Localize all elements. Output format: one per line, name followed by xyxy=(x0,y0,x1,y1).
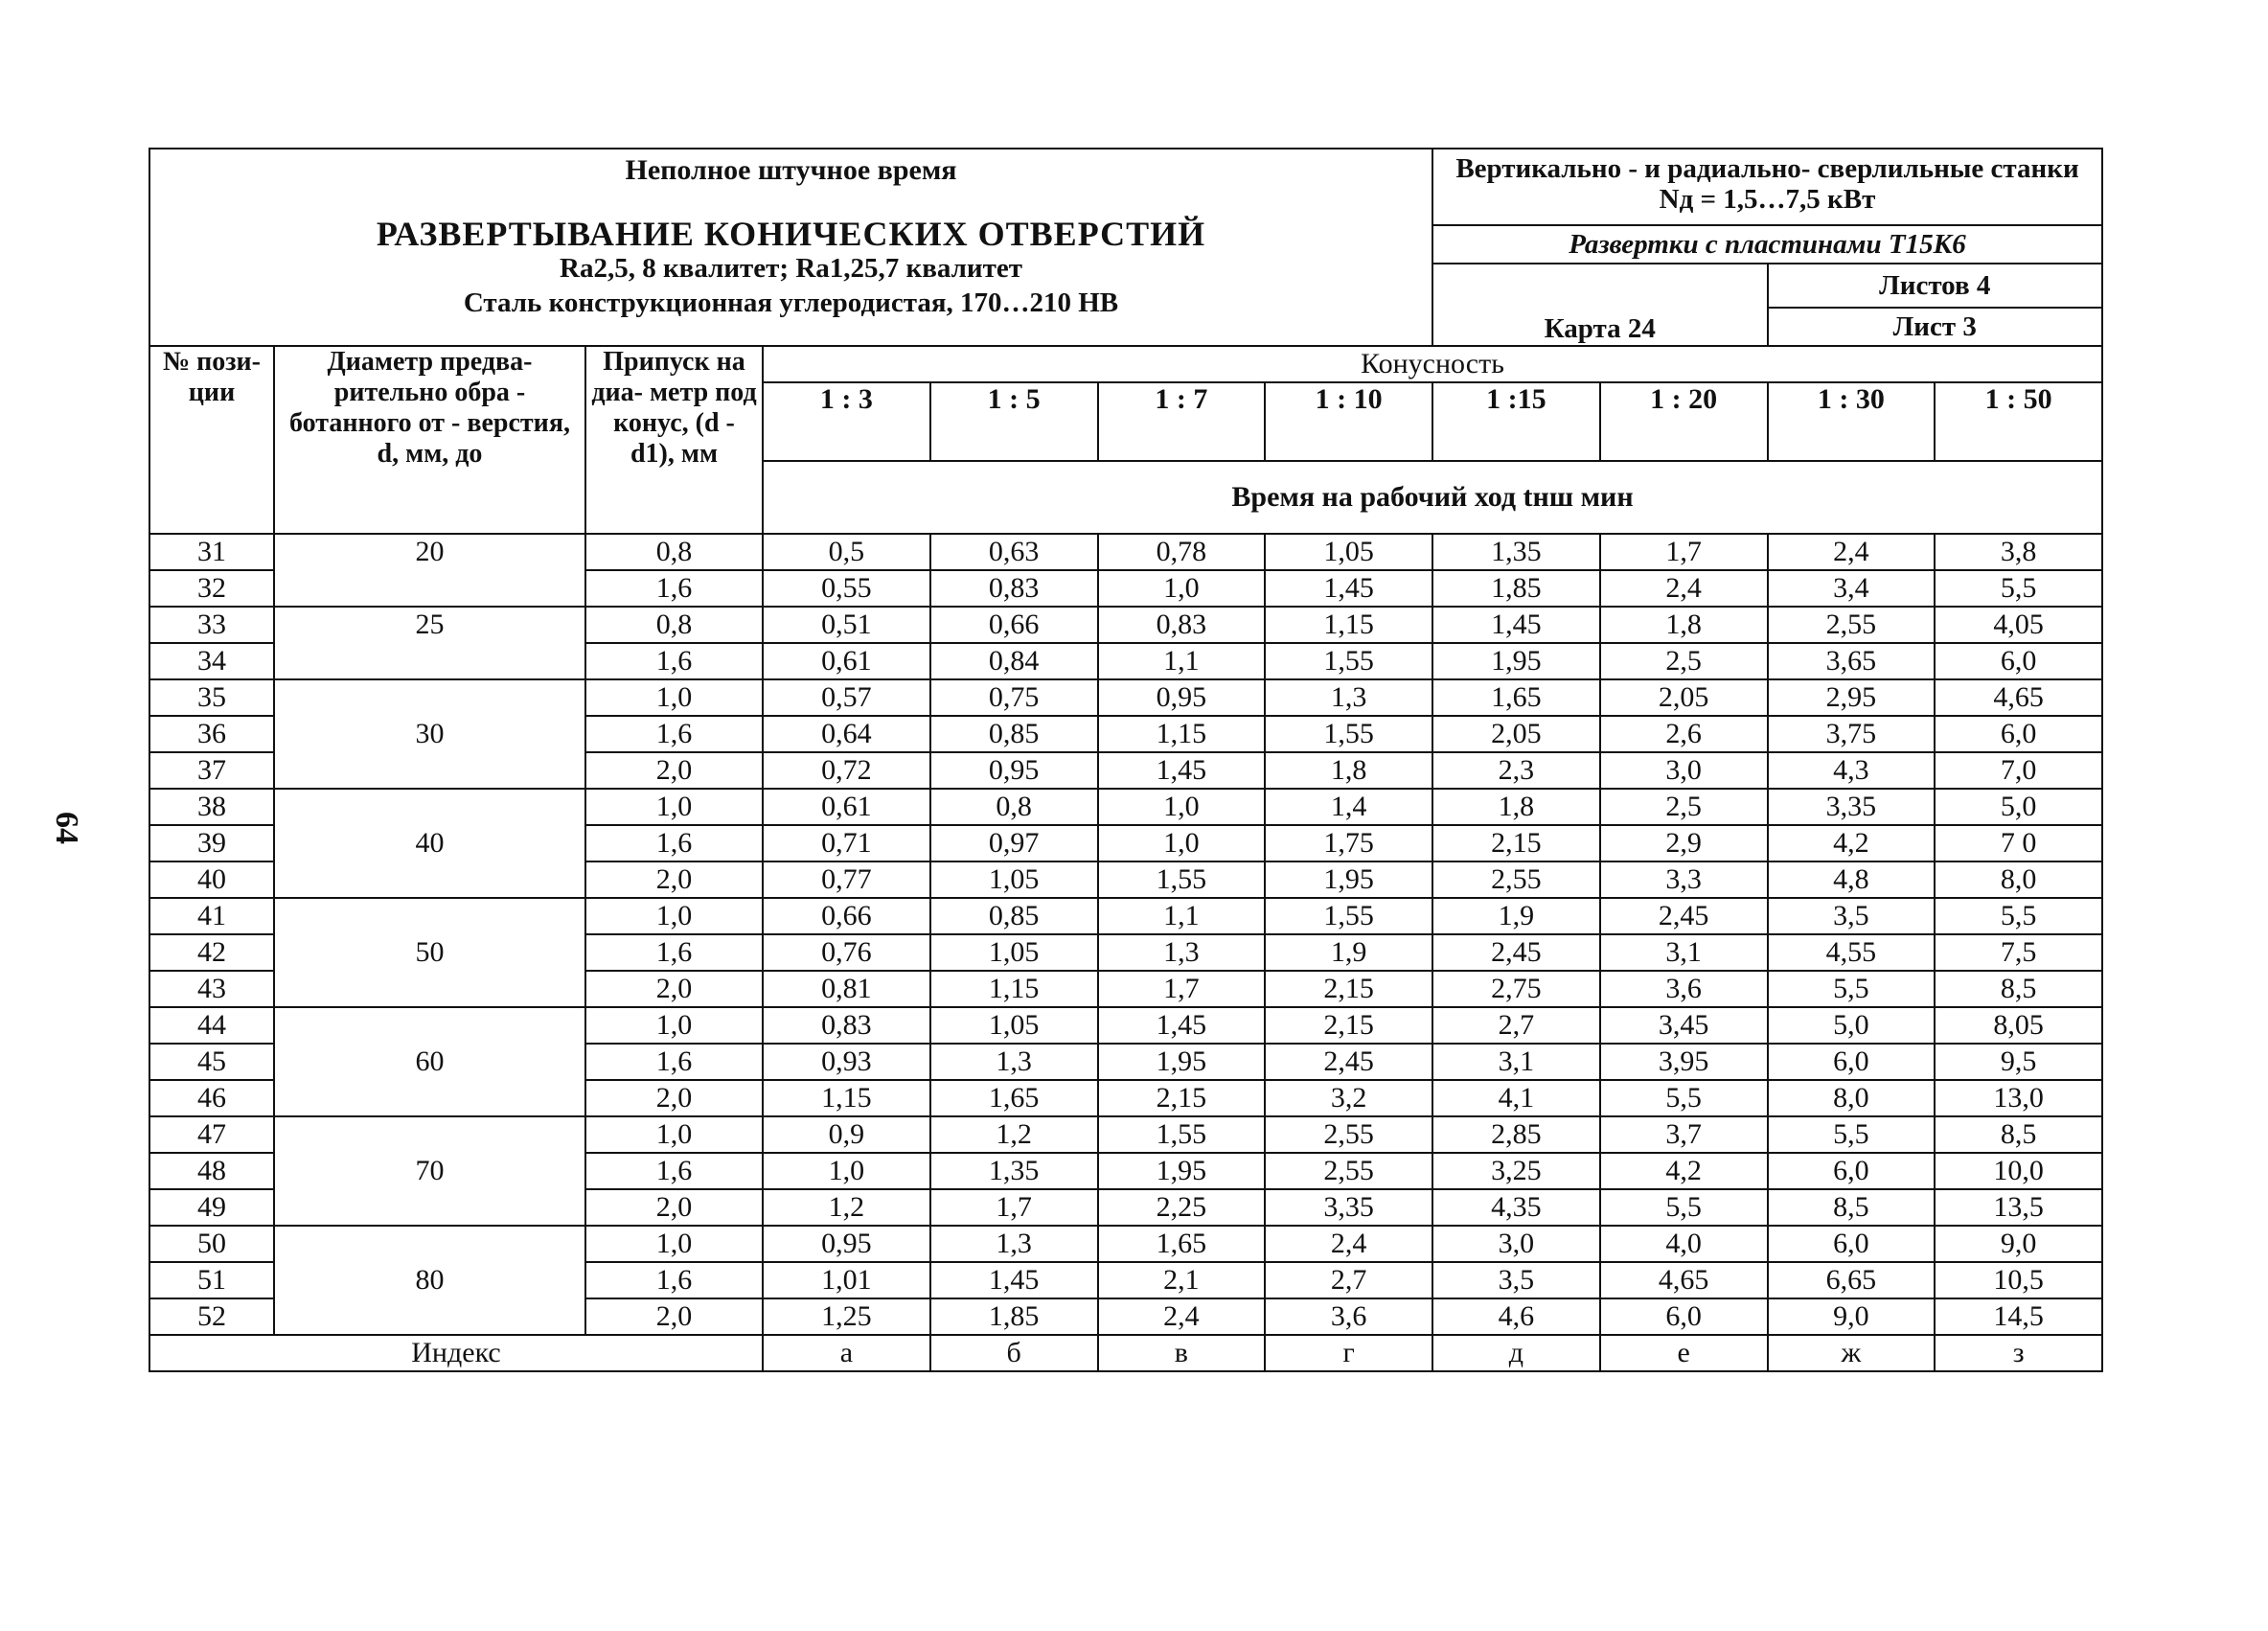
time-cell: 1,65 xyxy=(1432,679,1600,716)
time-cell: 1,3 xyxy=(1265,679,1432,716)
time-cell: 8,0 xyxy=(1768,1080,1936,1116)
time-cell: 0,93 xyxy=(763,1044,930,1080)
time-cell: 2,55 xyxy=(1265,1153,1432,1189)
diameter-cell: 80 xyxy=(274,1226,585,1335)
time-cell: 6,0 xyxy=(1935,643,2102,679)
col-position: № пози-ции xyxy=(149,346,274,534)
time-cell: 3,95 xyxy=(1600,1044,1768,1080)
time-cell: 1,3 xyxy=(930,1226,1098,1262)
time-cell: 2,15 xyxy=(1265,971,1432,1007)
time-cell: 0,97 xyxy=(930,825,1098,861)
time-cell: 3,25 xyxy=(1432,1153,1600,1189)
time-cell: 3,1 xyxy=(1600,934,1768,971)
diameter-cell: 60 xyxy=(274,1007,585,1116)
time-cell: 6,0 xyxy=(1768,1226,1936,1262)
time-cell: 14,5 xyxy=(1935,1298,2102,1335)
index-letter: в xyxy=(1098,1335,1266,1371)
time-cell: 5,5 xyxy=(1600,1080,1768,1116)
time-cell: 4,55 xyxy=(1768,934,1936,971)
time-cell: 2,55 xyxy=(1432,861,1600,898)
time-cell: 1,65 xyxy=(930,1080,1098,1116)
position-cell: 48 xyxy=(149,1153,274,1189)
time-cell: 0,51 xyxy=(763,607,930,643)
time-cell: 1,15 xyxy=(1265,607,1432,643)
time-cell: 5,5 xyxy=(1768,971,1936,1007)
card-main-title: РАЗВЕРТЫВАНИЕ КОНИЧЕСКИХ ОТВЕРСТИЙ xyxy=(376,215,1206,253)
time-cell: 4,0 xyxy=(1600,1226,1768,1262)
time-cell: 2,4 xyxy=(1768,534,1936,570)
time-cell: 2,85 xyxy=(1432,1116,1600,1153)
time-cell: 4,05 xyxy=(1935,607,2102,643)
time-cell: 8,0 xyxy=(1935,861,2102,898)
allowance-cell: 1,0 xyxy=(585,1116,763,1153)
time-cell: 1,7 xyxy=(1600,534,1768,570)
time-cell: 2,75 xyxy=(1432,971,1600,1007)
time-cell: 13,0 xyxy=(1935,1080,2102,1116)
allowance-cell: 1,6 xyxy=(585,570,763,607)
allowance-cell: 1,6 xyxy=(585,934,763,971)
ratio-header: 1 : 50 xyxy=(1935,382,2102,461)
time-cell: 1,45 xyxy=(1432,607,1600,643)
diameter-cell: 70 xyxy=(274,1116,585,1226)
time-cell: 1,9 xyxy=(1432,898,1600,934)
ratio-header: 1 : 20 xyxy=(1600,382,1768,461)
title-line-1: Неполное штучное время xyxy=(625,154,957,186)
time-cell: 2,4 xyxy=(1265,1226,1432,1262)
time-cell: 3,8 xyxy=(1935,534,2102,570)
time-cell: 6,0 xyxy=(1768,1044,1936,1080)
time-cell: 2,15 xyxy=(1432,825,1600,861)
time-cell: 13,5 xyxy=(1935,1189,2102,1226)
time-cell: 5,0 xyxy=(1935,789,2102,825)
time-cell: 2,9 xyxy=(1600,825,1768,861)
position-cell: 49 xyxy=(149,1189,274,1226)
time-cell: 0,85 xyxy=(930,716,1098,752)
time-cell: 3,3 xyxy=(1600,861,1768,898)
time-cell: 9,0 xyxy=(1935,1226,2102,1262)
time-cell: 0,5 xyxy=(763,534,930,570)
time-cell: 1,95 xyxy=(1265,861,1432,898)
table-row xyxy=(149,789,2102,825)
index-letter: е xyxy=(1600,1335,1768,1371)
position-cell: 47 xyxy=(149,1116,274,1153)
position-cell: 52 xyxy=(149,1298,274,1335)
time-cell: 0,83 xyxy=(763,1007,930,1044)
time-cell: 6,65 xyxy=(1768,1262,1936,1298)
machine-power: Nд = 1,5…7,5 кВт xyxy=(1659,184,1876,215)
time-cell: 1,55 xyxy=(1098,1116,1266,1153)
reaming-time-table xyxy=(149,148,2103,1372)
index-letter: г xyxy=(1265,1335,1432,1371)
allowance-cell: 1,6 xyxy=(585,643,763,679)
time-cell: 8,05 xyxy=(1935,1007,2102,1044)
time-cell: 1,01 xyxy=(763,1262,930,1298)
time-cell: 2,05 xyxy=(1600,679,1768,716)
allowance-cell: 2,0 xyxy=(585,1189,763,1226)
time-cell: 6,0 xyxy=(1600,1298,1768,1335)
machine-type xyxy=(1432,149,2102,225)
time-cell: 0,8 xyxy=(930,789,1098,825)
time-cell: 7 0 xyxy=(1935,825,2102,861)
time-cell: 1,25 xyxy=(763,1298,930,1335)
time-cell: 2,5 xyxy=(1600,643,1768,679)
time-cell: 0,95 xyxy=(1098,679,1266,716)
position-cell: 38 xyxy=(149,789,274,825)
time-cell: 2,7 xyxy=(1432,1007,1600,1044)
time-cell: 0,85 xyxy=(930,898,1098,934)
time-cell: 5,5 xyxy=(1600,1189,1768,1226)
time-cell: 1,1 xyxy=(1098,898,1266,934)
time-cell: 1,4 xyxy=(1265,789,1432,825)
title-material: Сталь конструкционная углеродистая, 170…210 НВ xyxy=(463,287,1119,318)
position-cell: 33 xyxy=(149,607,274,643)
table-row xyxy=(149,679,2102,716)
time-cell: 1,1 xyxy=(1098,643,1266,679)
time-cell: 3,5 xyxy=(1768,898,1936,934)
allowance-cell: 1,6 xyxy=(585,825,763,861)
table-row xyxy=(149,534,2102,570)
time-cell: 3,4 xyxy=(1768,570,1936,607)
position-cell: 31 xyxy=(149,534,274,570)
sheets-total: Листов 4 xyxy=(1768,264,2103,308)
time-cell: 0,76 xyxy=(763,934,930,971)
time-cell: 3,45 xyxy=(1600,1007,1768,1044)
time-cell: 10,0 xyxy=(1935,1153,2102,1189)
time-cell: 4,65 xyxy=(1600,1262,1768,1298)
time-cell: 1,0 xyxy=(1098,789,1266,825)
diameter-cell: 25 xyxy=(274,607,585,679)
time-cell: 1,45 xyxy=(1098,752,1266,789)
time-cell: 0,72 xyxy=(763,752,930,789)
time-cell: 1,15 xyxy=(930,971,1098,1007)
time-cell: 3,0 xyxy=(1432,1226,1600,1262)
time-cell: 1,2 xyxy=(930,1116,1098,1153)
time-cell: 2,5 xyxy=(1600,789,1768,825)
index-letter: д xyxy=(1432,1335,1600,1371)
time-cell: 1,15 xyxy=(763,1080,930,1116)
allowance-cell: 1,0 xyxy=(585,898,763,934)
time-cell: 1,7 xyxy=(1098,971,1266,1007)
time-cell: 1,8 xyxy=(1265,752,1432,789)
time-cell: 1,95 xyxy=(1098,1044,1266,1080)
col-time-caption: Время на рабочий ход tнш мин xyxy=(763,461,2102,534)
diameter-cell: 30 xyxy=(274,679,585,789)
position-cell: 46 xyxy=(149,1080,274,1116)
ratio-header: 1 : 3 xyxy=(763,382,930,461)
time-cell: 1,35 xyxy=(1432,534,1600,570)
time-cell: 3,65 xyxy=(1768,643,1936,679)
time-cell: 0,83 xyxy=(1098,607,1266,643)
allowance-cell: 1,0 xyxy=(585,1007,763,1044)
time-cell: 4,35 xyxy=(1432,1189,1600,1226)
time-cell: 3,75 xyxy=(1768,716,1936,752)
time-cell: 1,55 xyxy=(1265,643,1432,679)
time-cell: 3,0 xyxy=(1600,752,1768,789)
time-cell: 2,05 xyxy=(1432,716,1600,752)
time-cell: 8,5 xyxy=(1768,1189,1936,1226)
time-cell: 1,2 xyxy=(763,1189,930,1226)
time-cell: 2,55 xyxy=(1265,1116,1432,1153)
time-cell: 0,71 xyxy=(763,825,930,861)
time-cell: 1,45 xyxy=(1098,1007,1266,1044)
time-cell: 0,55 xyxy=(763,570,930,607)
card-title-block xyxy=(149,149,1432,346)
page-number: 64 xyxy=(49,812,84,844)
time-cell: 3,35 xyxy=(1768,789,1936,825)
time-cell: 0,66 xyxy=(930,607,1098,643)
time-cell: 2,95 xyxy=(1768,679,1936,716)
time-cell: 8,5 xyxy=(1935,1116,2102,1153)
table-row xyxy=(149,1007,2102,1044)
time-cell: 1,05 xyxy=(1265,534,1432,570)
time-cell: 0,64 xyxy=(763,716,930,752)
time-cell: 2,45 xyxy=(1432,934,1600,971)
time-cell: 0,57 xyxy=(763,679,930,716)
time-cell: 3,7 xyxy=(1600,1116,1768,1153)
diameter-cell: 20 xyxy=(274,534,585,607)
time-cell: 3,2 xyxy=(1265,1080,1432,1116)
time-cell: 0,77 xyxy=(763,861,930,898)
time-cell: 1,05 xyxy=(930,1007,1098,1044)
time-cell: 1,3 xyxy=(1098,934,1266,971)
time-cell: 5,5 xyxy=(1935,570,2102,607)
ratio-header: 1 :15 xyxy=(1432,382,1600,461)
table-row xyxy=(149,1116,2102,1153)
time-cell: 0,66 xyxy=(763,898,930,934)
time-cell: 4,6 xyxy=(1432,1298,1600,1335)
col-taper: Конусность xyxy=(763,346,2102,382)
ratio-header: 1 : 10 xyxy=(1265,382,1432,461)
allowance-cell: 0,8 xyxy=(585,607,763,643)
time-cell: 1,85 xyxy=(930,1298,1098,1335)
position-cell: 32 xyxy=(149,570,274,607)
table-row xyxy=(149,898,2102,934)
position-cell: 45 xyxy=(149,1044,274,1080)
allowance-cell: 0,8 xyxy=(585,534,763,570)
position-cell: 42 xyxy=(149,934,274,971)
time-cell: 3,35 xyxy=(1265,1189,1432,1226)
allowance-cell: 2,0 xyxy=(585,1080,763,1116)
table-row xyxy=(149,1226,2102,1262)
time-cell: 7,5 xyxy=(1935,934,2102,971)
diameter-cell: 40 xyxy=(274,789,585,898)
position-cell: 41 xyxy=(149,898,274,934)
position-cell: 40 xyxy=(149,861,274,898)
time-cell: 1,0 xyxy=(1098,825,1266,861)
position-cell: 50 xyxy=(149,1226,274,1262)
time-cell: 5,5 xyxy=(1935,898,2102,934)
time-cell: 0,75 xyxy=(930,679,1098,716)
time-cell: 1,95 xyxy=(1432,643,1600,679)
time-cell: 0,81 xyxy=(763,971,930,1007)
machine-line-1: Вертикально - и радиально- сверлильные станки xyxy=(1455,153,2079,184)
time-cell: 7,0 xyxy=(1935,752,2102,789)
time-cell: 1,9 xyxy=(1265,934,1432,971)
allowance-cell: 1,6 xyxy=(585,1044,763,1080)
ratio-header: 1 : 30 xyxy=(1768,382,1936,461)
position-cell: 37 xyxy=(149,752,274,789)
col-diameter: Диаметр предва-рительно обра - ботанного от - верстия, d, мм, до xyxy=(274,346,585,534)
time-cell: 1,15 xyxy=(1098,716,1266,752)
position-cell: 51 xyxy=(149,1262,274,1298)
time-cell: 0,83 xyxy=(930,570,1098,607)
time-cell: 1,45 xyxy=(930,1262,1098,1298)
time-cell: 6,0 xyxy=(1768,1153,1936,1189)
time-cell: 2,1 xyxy=(1098,1262,1266,1298)
time-cell: 2,45 xyxy=(1265,1044,1432,1080)
time-cell: 6,0 xyxy=(1935,716,2102,752)
time-cell: 4,8 xyxy=(1768,861,1936,898)
position-cell: 43 xyxy=(149,971,274,1007)
title-roughness: Ra2,5, 8 квалитет; Ra1,25,7 квалитет xyxy=(560,253,1022,284)
tool-type: Развертки с пластинами Т15К6 xyxy=(1432,225,2102,264)
time-cell: 0,61 xyxy=(763,789,930,825)
position-cell: 44 xyxy=(149,1007,274,1044)
diameter-cell: 50 xyxy=(274,898,585,1007)
table-row xyxy=(149,607,2102,643)
time-cell: 4,2 xyxy=(1768,825,1936,861)
allowance-cell: 2,0 xyxy=(585,1298,763,1335)
time-cell: 2,4 xyxy=(1098,1298,1266,1335)
time-cell: 1,35 xyxy=(930,1153,1098,1189)
time-cell: 2,55 xyxy=(1768,607,1936,643)
time-cell: 2,6 xyxy=(1600,716,1768,752)
allowance-cell: 2,0 xyxy=(585,861,763,898)
time-cell: 5,0 xyxy=(1768,1007,1936,1044)
time-cell: 10,5 xyxy=(1935,1262,2102,1298)
time-cell: 1,55 xyxy=(1265,898,1432,934)
time-cell: 8,5 xyxy=(1935,971,2102,1007)
index-label: Индекс xyxy=(149,1335,763,1371)
time-cell: 1,85 xyxy=(1432,570,1600,607)
time-cell: 1,55 xyxy=(1265,716,1432,752)
index-letter: з xyxy=(1935,1335,2102,1371)
time-cell: 3,5 xyxy=(1432,1262,1600,1298)
time-cell: 1,95 xyxy=(1098,1153,1266,1189)
time-cell: 2,3 xyxy=(1432,752,1600,789)
time-cell: 1,0 xyxy=(763,1153,930,1189)
allowance-cell: 2,0 xyxy=(585,752,763,789)
time-cell: 3,6 xyxy=(1265,1298,1432,1335)
time-cell: 1,3 xyxy=(930,1044,1098,1080)
time-cell: 4,65 xyxy=(1935,679,2102,716)
position-cell: 36 xyxy=(149,716,274,752)
position-cell: 39 xyxy=(149,825,274,861)
time-cell: 2,45 xyxy=(1600,898,1768,934)
time-cell: 0,78 xyxy=(1098,534,1266,570)
allowance-cell: 1,6 xyxy=(585,1262,763,1298)
norm-card xyxy=(149,148,2103,1372)
time-cell: 0,9 xyxy=(763,1116,930,1153)
allowance-cell: 1,6 xyxy=(585,716,763,752)
index-letter: а xyxy=(763,1335,930,1371)
position-cell: 35 xyxy=(149,679,274,716)
time-cell: 2,4 xyxy=(1600,570,1768,607)
time-cell: 3,6 xyxy=(1600,971,1768,1007)
allowance-cell: 1,0 xyxy=(585,679,763,716)
time-cell: 1,65 xyxy=(1098,1226,1266,1262)
sheet-number: Лист 3 xyxy=(1768,308,2103,346)
time-cell: 3,1 xyxy=(1432,1044,1600,1080)
time-cell: 0,84 xyxy=(930,643,1098,679)
time-cell: 1,05 xyxy=(930,934,1098,971)
ratio-header: 1 : 5 xyxy=(930,382,1098,461)
time-cell: 4,1 xyxy=(1432,1080,1600,1116)
time-cell: 1,7 xyxy=(930,1189,1098,1226)
time-cell: 1,75 xyxy=(1265,825,1432,861)
time-cell: 2,7 xyxy=(1265,1262,1432,1298)
time-cell: 0,95 xyxy=(763,1226,930,1262)
allowance-cell: 2,0 xyxy=(585,971,763,1007)
allowance-cell: 1,6 xyxy=(585,1153,763,1189)
position-cell: 34 xyxy=(149,643,274,679)
time-cell: 1,8 xyxy=(1432,789,1600,825)
time-cell: 0,95 xyxy=(930,752,1098,789)
time-cell: 4,2 xyxy=(1600,1153,1768,1189)
time-cell: 2,15 xyxy=(1098,1080,1266,1116)
time-cell: 1,45 xyxy=(1265,570,1432,607)
time-cell: 0,63 xyxy=(930,534,1098,570)
index-letter: б xyxy=(930,1335,1098,1371)
time-cell: 9,0 xyxy=(1768,1298,1936,1335)
allowance-cell: 1,0 xyxy=(585,1226,763,1262)
time-cell: 5,5 xyxy=(1768,1116,1936,1153)
allowance-cell: 1,0 xyxy=(585,789,763,825)
time-cell: 1,55 xyxy=(1098,861,1266,898)
index-letter: ж xyxy=(1768,1335,1936,1371)
ratio-header: 1 : 7 xyxy=(1098,382,1266,461)
time-cell: 4,3 xyxy=(1768,752,1936,789)
time-cell: 0,61 xyxy=(763,643,930,679)
time-cell: 2,15 xyxy=(1265,1007,1432,1044)
time-cell: 9,5 xyxy=(1935,1044,2102,1080)
time-cell: 1,8 xyxy=(1600,607,1768,643)
col-allowance: Припуск на диа- метр под конус, (d - d1), мм xyxy=(585,346,763,534)
time-cell: 1,05 xyxy=(930,861,1098,898)
card-number: Карта 24 xyxy=(1432,264,1768,346)
time-cell: 1,0 xyxy=(1098,570,1266,607)
time-cell: 2,25 xyxy=(1098,1189,1266,1226)
